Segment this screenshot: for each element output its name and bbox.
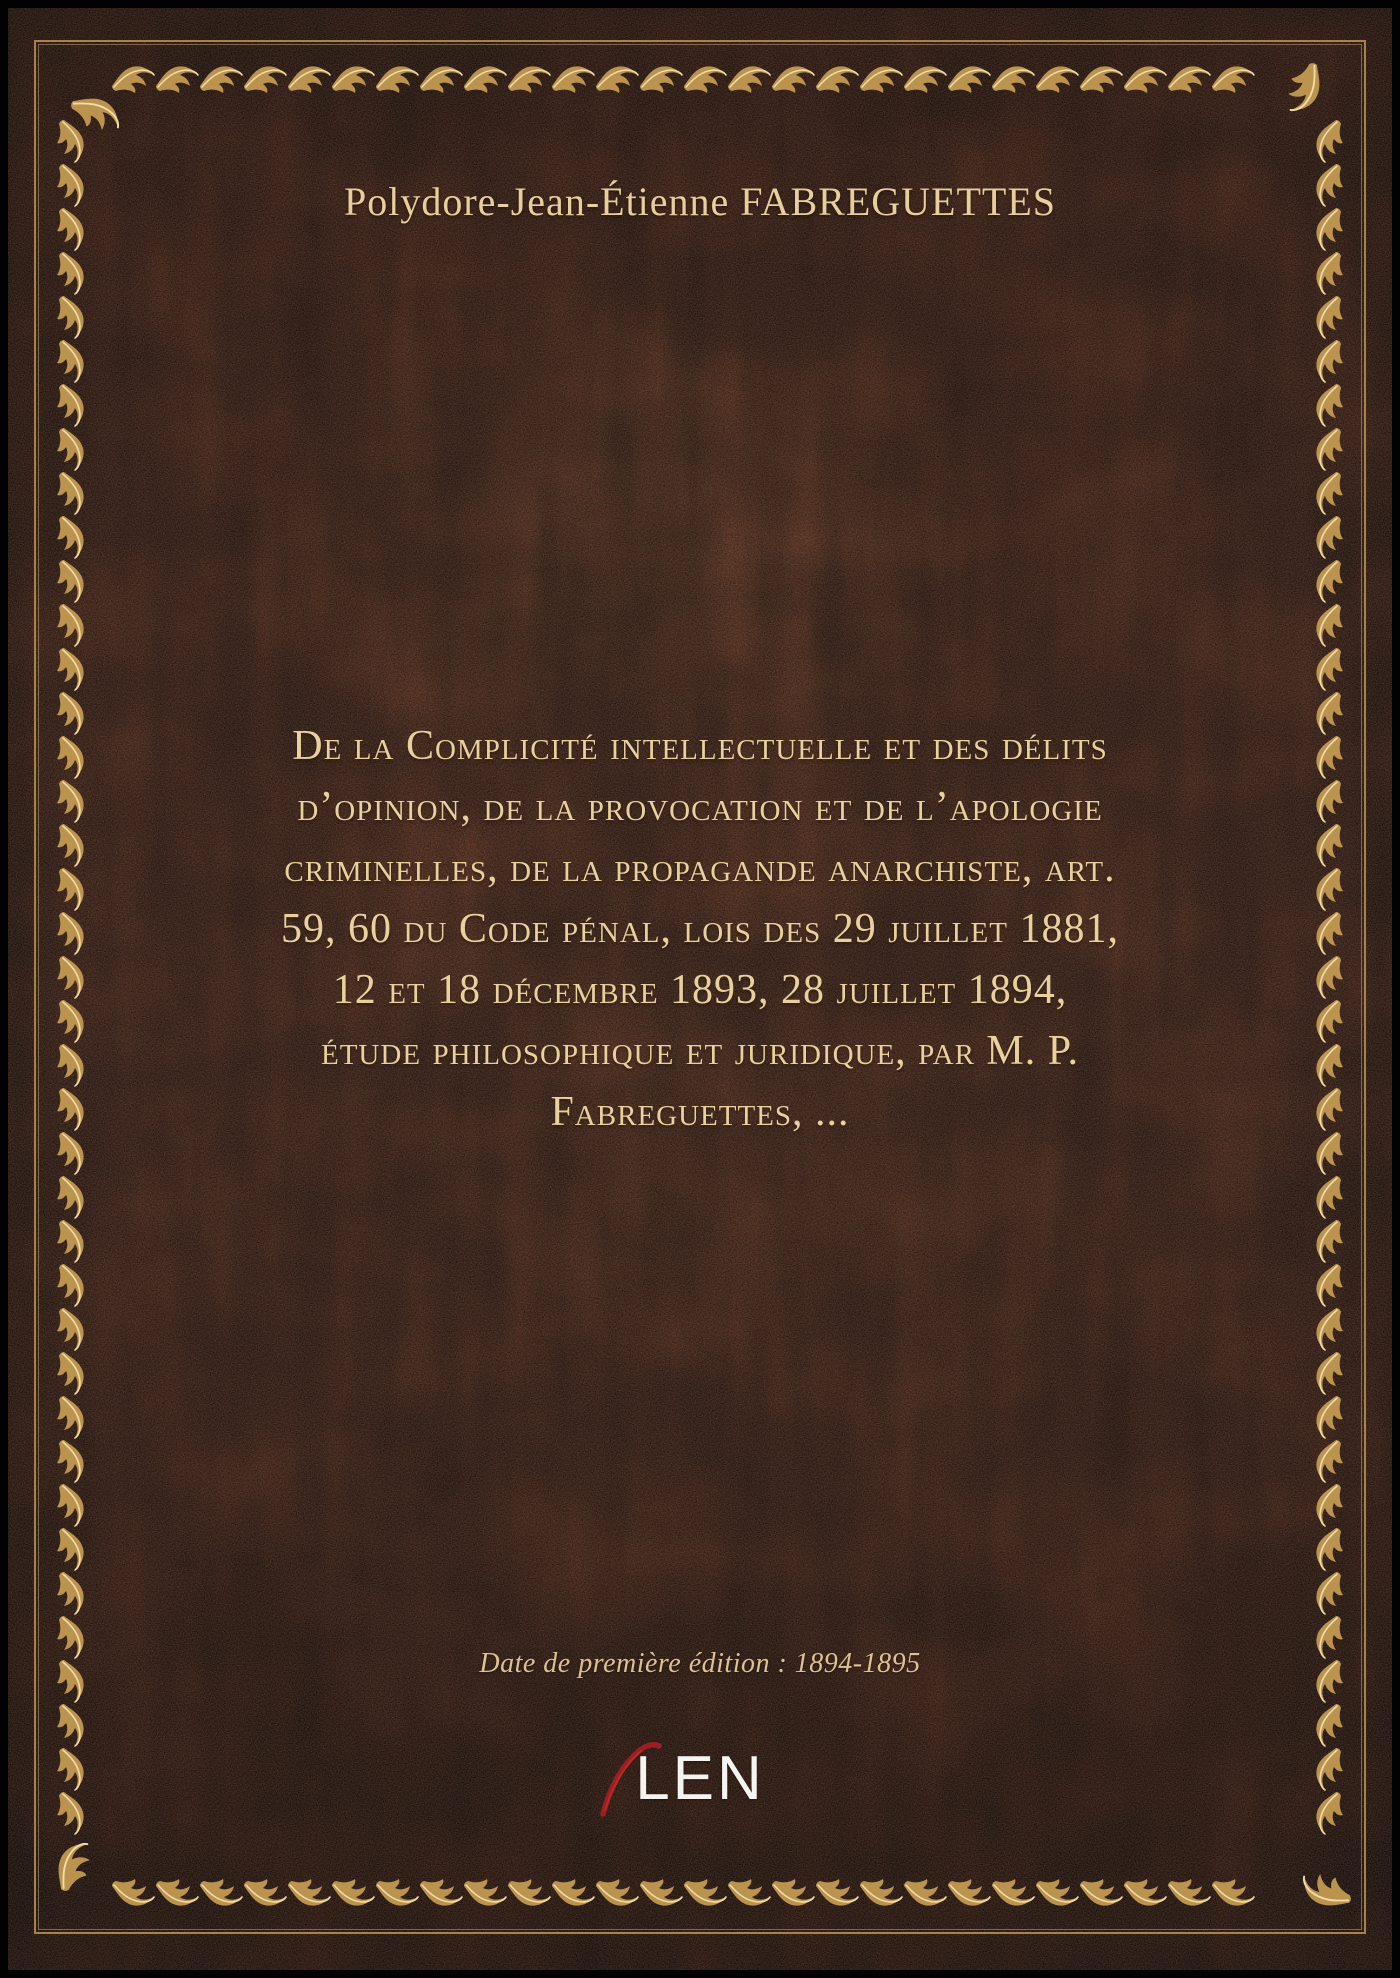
title-line: d’opinion, de la provocation et de l’apologie bbox=[297, 784, 1103, 830]
publisher-name: LEN bbox=[635, 1744, 765, 1813]
title-line: étude philosophique et juridique, par M. P. bbox=[321, 1028, 1079, 1074]
len-logo-swoosh-icon bbox=[593, 1736, 667, 1818]
title-line: De la Complicité intellectuelle et des délits bbox=[292, 723, 1108, 769]
leather-book-cover bbox=[8, 8, 1392, 1970]
publisher-logo bbox=[8, 1744, 1392, 1813]
title-line: criminelles, de la propagande anarchiste, art. bbox=[284, 845, 1116, 891]
author-name: Polydore-Jean-Étienne FABREGUETTES bbox=[343, 179, 1057, 224]
book-title bbox=[68, 716, 1332, 1143]
title-line: 12 et 18 décembre 1893, 28 juillet 1894, bbox=[332, 967, 1068, 1013]
title-line: Fabreguettes, ... bbox=[550, 1089, 850, 1135]
title-line: 59, 60 du Code pénal, lois des 29 juillet 1881, bbox=[281, 906, 1119, 952]
edition-date-note: Date de première édition : 1894-1895 bbox=[479, 1648, 921, 1679]
